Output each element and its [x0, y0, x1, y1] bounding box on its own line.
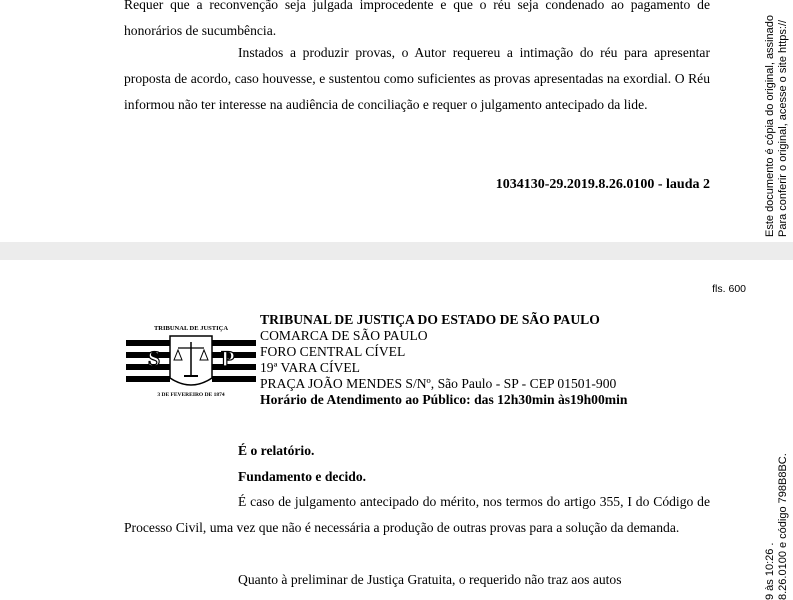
paragraph-provas: Instados a produzir provas, o Autor requereu a intimação do réu para apresentar proposta de acordo, caso houvesse, e sustentou como suficientes as provas apresentadas na exordial. O Réu informou não ter interesse na audiência de conciliação e requer o julgamento antecipado da lide. — [124, 45, 710, 112]
logo-top-text: TRIBUNAL DE JUSTIÇA — [153, 325, 229, 332]
side-stamp-upper-line1: Este documento é cópia do original, assinado — [764, 15, 776, 237]
address: PRAÇA JOÃO MENDES S/Nº, São Paulo - SP - CEP 01501-900 — [260, 376, 617, 391]
side-stamp-lower — [764, 453, 790, 600]
logo-letter-p: P — [221, 346, 235, 371]
foro: FORO CENTRAL CÍVEL — [260, 344, 406, 359]
opening-hours: Horário de Atendimento ao Público: das 12h30min às19h00min — [260, 392, 628, 407]
fundamento-heading: Fundamento e decido. — [238, 469, 367, 484]
relatorio-heading: É o relatório. — [238, 443, 315, 458]
paragraph-julgamento: É caso de julgamento antecipado do mérito, nos termos do artigo 355, I do Código de Processo Civil, uma vez que não é necessária a produção de outras provas para a solução da demanda. — [124, 494, 710, 535]
logo-letter-s: S — [147, 346, 161, 371]
logo-bottom-text: 3 DE FEVEREIRO DE 1874 — [157, 392, 225, 398]
side-stamp-upper-line2: Para conferir o original, acesse o site https:// — [777, 19, 789, 237]
page-number: fls. 600 — [712, 283, 746, 295]
court-name: TRIBUNAL DE JUSTIÇA DO ESTADO DE SÃO PAULO — [260, 312, 600, 327]
document-page-previous — [0, 0, 760, 242]
side-stamp-lower-line2: 8.26.0100 e código 798B8BC. — [777, 453, 789, 600]
vara: 19ª VARA CÍVEL — [260, 360, 360, 375]
court-header — [260, 312, 627, 408]
side-stamp-lower-line1: 9 às 10:26 . — [764, 542, 776, 600]
tjsp-coat-of-arms-logo — [126, 318, 256, 400]
paragraph-reconvencao: Requer que a reconvenção seja julgada improcedente e que o réu seja condenado ao pagamento de honorários de sucumbência. — [124, 0, 710, 38]
paragraph-justica-gratuita: Quanto à preliminar de Justiça Gratuita, o requerido não traz aos autos — [238, 572, 622, 587]
lauda-label: 1034130-29.2019.8.26.0100 - lauda 2 — [495, 177, 710, 192]
page-separator — [0, 242, 793, 260]
side-stamp-upper — [764, 15, 790, 237]
document-page-current — [0, 260, 760, 600]
comarca: COMARCA DE SÃO PAULO — [260, 328, 428, 343]
